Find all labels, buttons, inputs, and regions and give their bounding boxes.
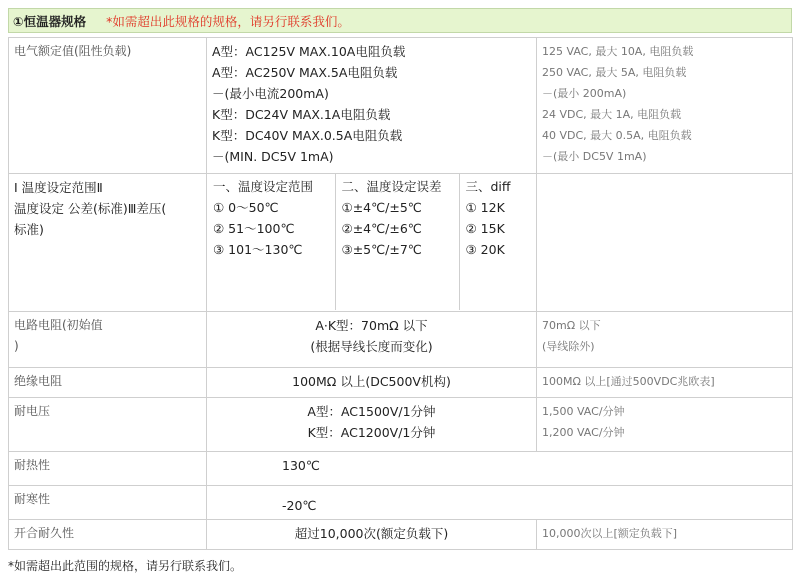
insulation-label: 绝缘电阻	[9, 368, 207, 398]
resistance-line: A·K型：70mΩ 以下	[315, 318, 428, 333]
temp-diff-col	[459, 174, 537, 310]
rating-line: A型：AC125V MAX.10A电阻负载	[212, 44, 406, 59]
temp-range-item: ③ 101～130℃	[213, 242, 303, 257]
rating-line: A型：AC250V MAX.5A电阻负载	[212, 65, 398, 80]
table-row	[9, 452, 793, 486]
voltage-line: A型：AC1500V/1分钟	[307, 404, 436, 419]
resistance-values	[207, 312, 537, 368]
rating-en-line: 40 VDC, 最大 0.5A, 电阻负载	[542, 129, 692, 142]
table-row	[9, 38, 793, 174]
temp-label-line: 标准)	[14, 222, 44, 237]
resistance-en-line: (导线除外)	[542, 340, 595, 353]
voltage-en-line: 1,200 VAC/分钟	[542, 426, 625, 439]
rating-en-line: 125 VAC, 最大 10A, 电阻负载	[542, 45, 694, 58]
temp-range-item: ① 0～50℃	[213, 200, 279, 215]
insulation-value: 100MΩ 以上(DC500V机构)	[207, 368, 537, 398]
temp-tolerance-col	[335, 174, 459, 310]
table-row	[9, 486, 793, 520]
temp-tolerance-item: ③±5℃/±7℃	[341, 242, 422, 257]
voltage-line: K型：AC1200V/1分钟	[307, 425, 436, 440]
insulation-en-value: 100MΩ 以上[通过500VDC兆欧表]	[537, 368, 793, 398]
temp-tolerance-item: ②±4℃/±6℃	[341, 221, 422, 236]
rating-en-line: 24 VDC, 最大 1A, 电阻负载	[542, 108, 682, 121]
rating-line: －(最小电流200mA)	[212, 86, 329, 101]
spec-title: ①恒温器规格	[13, 13, 87, 29]
temp-tolerance-item: ①±4℃/±5℃	[341, 200, 422, 215]
durability-value: 超过10,000次(额定负载下)	[207, 520, 537, 550]
durability-en-value: 10,000次以上[额定负载下]	[537, 520, 793, 550]
rating-line: －(MIN. DC5V 1mA)	[212, 149, 334, 164]
table-row	[9, 174, 793, 312]
cold-label: 耐寒性	[9, 486, 207, 520]
resistance-en-line: 70mΩ 以下	[542, 319, 601, 332]
spec-warning: *如需超出此规格的规格，请另行联系我们。	[106, 13, 350, 29]
heat-value	[207, 452, 793, 486]
temp-range-item: ② 51～100℃	[213, 221, 295, 236]
spec-table	[8, 37, 793, 550]
resistance-line: (根据导线长度而变化)	[310, 339, 433, 354]
voltage-values	[207, 398, 537, 452]
temp-diff-item: ③ 20K	[465, 242, 505, 257]
rating-en-line: 250 VAC, 最大 5A, 电阻负载	[542, 66, 687, 79]
rating-en-values	[537, 38, 793, 174]
temp-range-head: 一、温度设定范围	[213, 179, 314, 194]
rating-line: K型：DC24V MAX.1A电阻负载	[212, 107, 391, 122]
table-row	[9, 312, 793, 368]
resistance-label-line: )	[14, 339, 19, 353]
temp-diff-item: ② 15K	[465, 221, 505, 236]
durability-label: 开合耐久性	[9, 520, 207, 550]
resistance-label	[9, 312, 207, 368]
resistance-en-values	[537, 312, 793, 368]
temp-label-line: 温度设定 公差(标准)Ⅲ差压(	[14, 201, 167, 216]
temp-values	[207, 174, 537, 312]
rating-en-line: －(最小 DC5V 1mA)	[542, 150, 647, 163]
temp-subtable	[207, 174, 537, 310]
footer-note: *如需超出此范围的规格，请另行联系我们。	[8, 559, 243, 573]
spec-header	[8, 8, 792, 33]
temp-en-empty	[537, 174, 793, 312]
table-row	[9, 398, 793, 452]
cold-value	[207, 486, 793, 520]
temp-label-line: Ⅰ 温度设定范围Ⅱ	[14, 180, 103, 195]
temp-tolerance-head: 二、温度设定误差	[341, 179, 442, 194]
temp-range-col	[207, 174, 335, 310]
heat-value-text: 130℃	[282, 458, 320, 473]
table-row	[9, 520, 793, 550]
table-row	[9, 368, 793, 398]
temp-diff-item: ① 12K	[465, 200, 505, 215]
heat-label: 耐热性	[9, 452, 207, 486]
resistance-label-line: 电路电阻(初始值	[14, 318, 103, 332]
voltage-label: 耐电压	[9, 398, 207, 452]
cold-value-text: -20℃	[282, 498, 317, 513]
temp-diff-head: 三、diff	[465, 179, 511, 194]
rating-en-line: －(最小 200mA)	[542, 87, 627, 100]
rating-label: 电气额定值(阻性负载)	[9, 38, 207, 174]
voltage-en-line: 1,500 VAC/分钟	[542, 405, 625, 418]
rating-values	[207, 38, 537, 174]
temp-label	[9, 174, 207, 312]
voltage-en-values	[537, 398, 793, 452]
rating-line: K型：DC40V MAX.0.5A电阻负载	[212, 128, 403, 143]
